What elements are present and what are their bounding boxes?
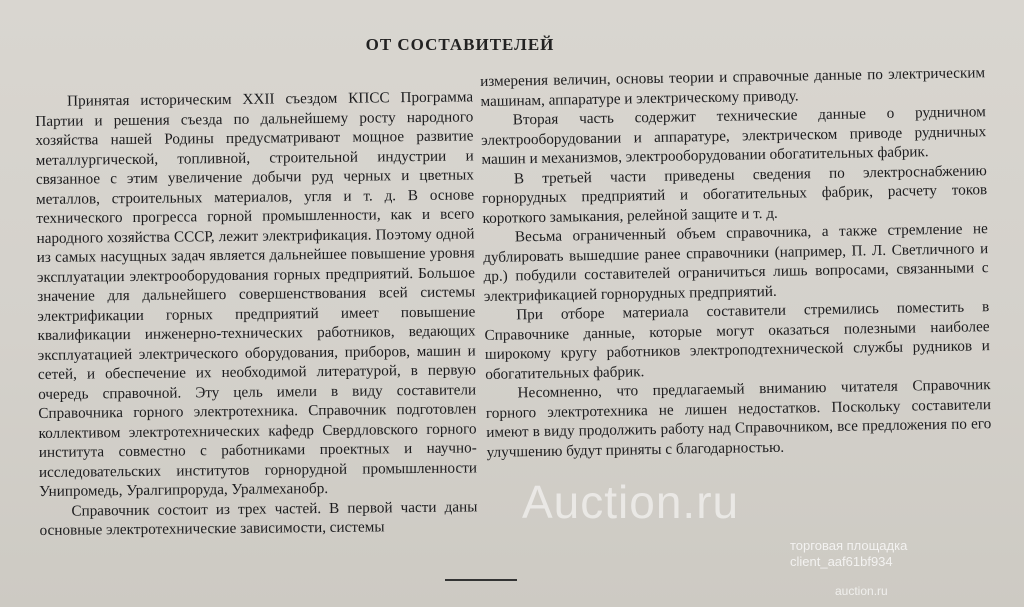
paragraph: Вторая часть содержит технические данные о рудничном электрооборудовании и аппаратуре, электрическом приводе рудничных машин и механизмов, электрооборудовании обогатительных фабрик. [481, 103, 987, 168]
page-title: ОТ СОСТАВИТЕЛЕЙ [365, 35, 555, 54]
end-rule-divider [445, 579, 517, 581]
left-column [35, 87, 478, 540]
paragraph: Несомненно, что предлагаемый вниманию читателя Справочник горного электротехника не лишен недостатков. Поскольку составители имеют в виду продолжить работу над Справочником, все предложения по его улучшению будут приняты с благодарностью. [485, 376, 992, 461]
paragraph: Весьма ограниченный объем справочника, а также стремление не дублировать вышедшие ранее справочники (например, П. Л. Светличного и др.) побудили составителей ограничиться лишь вопросами, связанными с электрификацией горнорудных предприятий. [483, 220, 989, 305]
watermark-line2: client_aaf61bf934 [790, 554, 893, 569]
paragraph: измерения величин, основы теории и справочные данные по электрическим машинам, аппаратуре и электрическому приводу. [480, 64, 986, 110]
paragraph: Справочник состоит из трех частей. В первой части даны основные электротехнические зависимости, системы [39, 497, 478, 539]
watermark-brand: Auction.ru [522, 476, 740, 528]
paragraph: Принятая историческим XXII съездом КПСС Программа Партии и решения съезда по дальнейшему росту народного хозяйства нашей Родины предусматривают мощное развитие металлургической, топливной, строительной индустрии и связанное с этим увеличение добычи руд черных и цветных металлов, строительных материалов, угля и т. д. В основе технического прогресса горной промышленности, как и всего народного хозяйства СССР, лежит электрификация. Поэтому одной из самых насущных задач является дальнейшее повышение уровня эксплуатации электрооборудования горных предприятий. Большое значение для дальнейшего совершенствования всей системы электрификации горных предприятий имеет повышение квалификации инженерно-технических работников, ведающих эксплуатацией электрического оборудования, приборов, машин и сетей, и обеспечение их необходимой литературой, в первую очередь справочной. Эту цель имели в виду составители Справочника горного электротехника. Справочник подготовлен коллективом электротехнических кафедр Свердловского горного института совместно с работниками проектных и научно-исследовательских институтов горнорудной промышленности Унипромедь, Уралгипроруда, Уралмеханобр. [35, 88, 478, 500]
watermark-url: auction.ru [835, 584, 888, 598]
watermark-caption [790, 538, 907, 570]
watermark-line1: торговая площадка [790, 538, 908, 553]
paragraph: В третьей части приведены сведения по электроснабжению горнорудных предприятий и обогатительных фабрик, расчету токов короткого замыкания, релейной защите и т. д. [482, 161, 988, 227]
right-column [480, 63, 992, 462]
paragraph: При отборе материала составители стремились поместить в Справочнике данные, которые могут оказаться полезными наиболее широкому кругу работников электроподтехнической службы рудников и обогатительных фабрик. [484, 298, 991, 383]
